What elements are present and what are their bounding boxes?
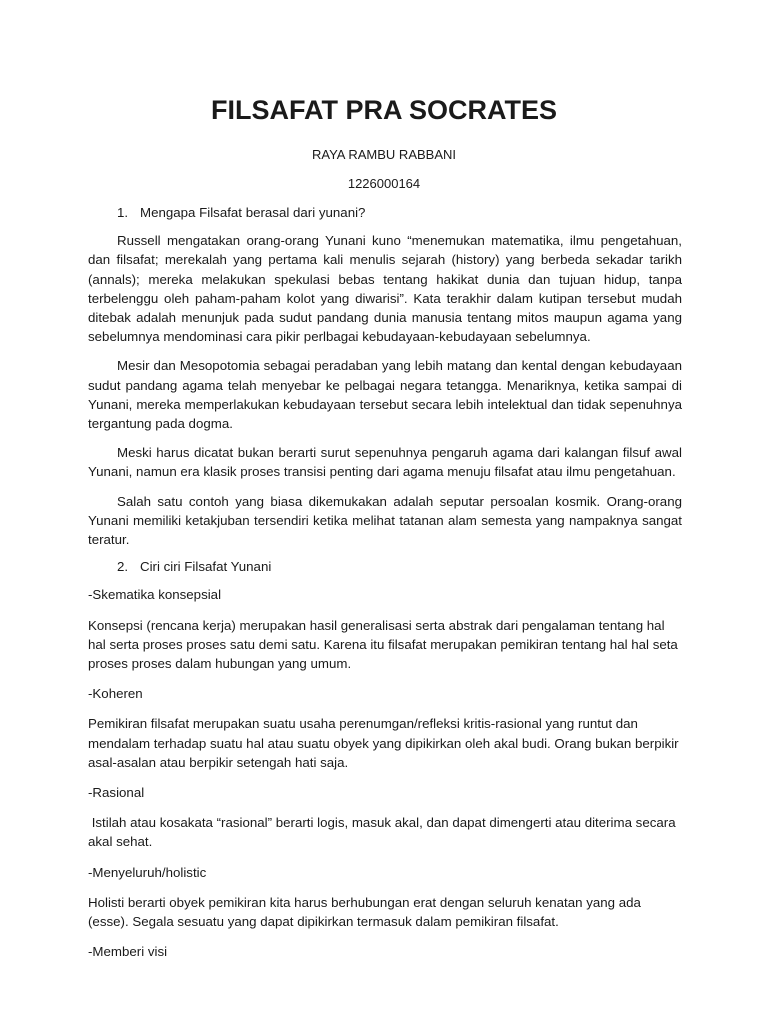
question-text: Mengapa Filsafat berasal dari yunani? xyxy=(140,205,366,220)
characteristic-heading: -Koheren xyxy=(88,686,143,702)
question-number: 2. xyxy=(117,559,129,575)
characteristic-heading: -Rasional xyxy=(88,785,145,801)
question-text: Ciri ciri Filsafat Yunani xyxy=(140,559,272,575)
answer-paragraph: Mesir dan Mesopotomia sebagai peradaban yang lebih matang dan kental dengan kebudayaan sudut pandang agama telah menyebar ke pelbagai negara tetangga. Menariknya, ketika sampai di Yunani, mereka memperlakukan kebudayaan tersebut secara lebih intelektual dan tidak sepenuhnya tergantung pada dogma. xyxy=(88,358,682,432)
characteristic-text: Holisti berarti obyek pemikiran kita harus berhubungan erat dengan seluruh kenatan yang ada (esse). Segala sesuatu yang dapat dipikirkan termasuk dalam pemikiran filsafat. xyxy=(88,894,641,930)
document-title: FILSAFAT PRA SOCRATES xyxy=(210,95,557,125)
answer-paragraph: Meski harus dicatat bukan berarti surut sepenuhnya pengaruh agama dari kalangan filsuf awal Yunani, namun era klasik proses transisi penting dari agama menuju filsafat atau ilmu pengetahuan. xyxy=(88,445,682,480)
answer-paragraph: Russell mengatakan orang-orang Yunani kuno “menemukan matematika, ilmu pengetahuan, dan filsafat; merekalah yang pertama kali menulis sejarah (history) yang berbeda sekadar tarikh (annals); mereka melakukan spekulasi bebas tentang hakikat dunia dan tujuan hidup, tanpa terbelenggu oleh paham-paham kolot yang diwarisi”. Kata terakhir dalam kutipan tersebut mudah ditebak adalah menunjuk pada sudut pandang dunia manusia tentang mitos maupun agama yang sebelumnya mendominasi cara pikir perlbagai kebudayaan-kebudayaan sebelumnya. xyxy=(88,233,682,345)
answer-paragraph: Salah satu contoh yang biasa dikemukakan adalah seputar persoalan kosmik. Orang-orang Yunani memiliki ketakjuban tersendiri ketika melihat tatanan alam semesta yang nampaknya sangat teratur. xyxy=(88,493,682,548)
characteristic-text: Istilah atau kosakata “rasional” berarti logis, masuk akal, dan dapat dimengerti atau diterima secara akal sehat. xyxy=(88,815,680,850)
question-number: 1. xyxy=(117,205,129,220)
document-body xyxy=(88,203,682,973)
characteristic-heading: -Memberi visi xyxy=(88,944,168,960)
characteristic-heading: -Menyeluruh/holistic xyxy=(88,864,207,880)
student-id: 1226000164 xyxy=(347,176,421,191)
characteristic-text: Konsepsi (rencana kerja) merupakan hasil generalisasi serta abstrak dari pengalaman tentang hal hal serta proses proses satu demi satu. Karena itu filsafat merupakan pemikiran tentang hal hal seta proses proses dalam hubungan yang umum. xyxy=(88,617,678,672)
author-name: RAYA RAMBU RABBANI xyxy=(312,147,456,162)
characteristic-heading: -Skematika konsepsial xyxy=(88,587,222,603)
question-2 xyxy=(88,557,682,576)
characteristic-text: Pemikiran filsafat merupakan suatu usaha perenumgan/refleksi kritis-rasional yang runtut dan mendalam terhadap suatu hal atau suatu obyek yang dipikirkan oleh akal budi. Orang bukan berpikir asal-asalan atau berpikir setengah hati saja. xyxy=(88,716,679,770)
question-1 xyxy=(88,203,682,222)
